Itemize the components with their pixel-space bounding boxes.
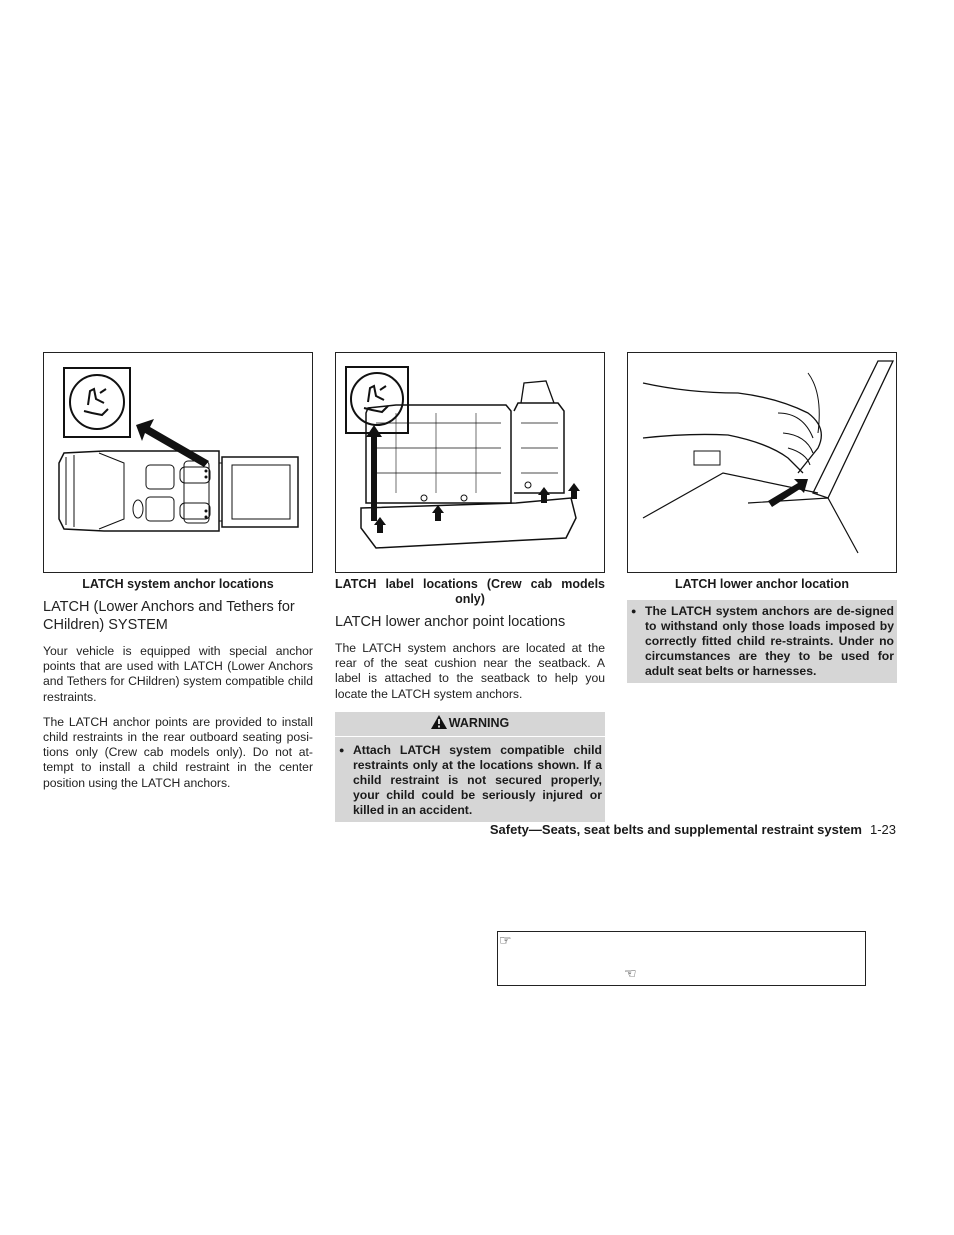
- warning-box: [335, 712, 605, 822]
- page-footer: [400, 822, 896, 838]
- figure-caption: LATCH label locations (Crew cab models only): [335, 577, 605, 606]
- warning-title: WARNING: [448, 715, 510, 730]
- page-number: 1-23: [869, 822, 896, 837]
- column-3: [627, 352, 897, 683]
- arrow-icon: [136, 419, 209, 467]
- pointing-hand-right-icon: ☞: [499, 932, 512, 948]
- warning-triangle-icon: [431, 715, 447, 733]
- paragraph: Your vehicle is equipped with special anchor points that are used with LATCH (Lower Anchors and Tethers for CHildren) system compatible child restraints.: [43, 644, 313, 704]
- rear-seat-illustration: [336, 353, 604, 572]
- paragraph: The LATCH anchor points are provided to install child restraints in the rear outboard seating posi-tions only (Crew cab models only). Do not at-tempt to install a child restraint in the center position using the LATCH anchors.: [43, 714, 313, 790]
- note-box: [627, 600, 897, 683]
- truck-top-view-illustration: [44, 353, 312, 572]
- figure-anchor-locations: [43, 352, 313, 573]
- hand-anchor-illustration: [628, 353, 896, 572]
- figure-label-locations: [335, 352, 605, 573]
- figure-lower-anchor: [627, 352, 897, 573]
- section-title: Safety—Seats, seat belts and supplemental restraint system: [489, 822, 862, 837]
- warning-header: [335, 715, 605, 737]
- figure-caption: LATCH lower anchor location: [674, 577, 850, 591]
- latch-label-icon: [64, 368, 130, 437]
- reference-box: [497, 931, 866, 986]
- section-heading: LATCH (Lower Anchors and Tethers for CHildren) SYSTEM: [43, 599, 295, 633]
- column-2: [335, 352, 605, 822]
- pointing-hand-left-icon: ☜: [624, 965, 637, 981]
- column-1: [43, 352, 313, 801]
- note-bullet: ● The LATCH system anchors are de-signed to withstand only those loads imposed by correctly fitted child re-straints. Under no circumstances are they to be used for adult seat belts or harnesses.: [630, 604, 894, 679]
- section-heading: LATCH lower anchor point locations: [335, 614, 566, 630]
- paragraph: The LATCH system anchors are located at the rear of the seat cushion near the seatback. A label is attached to the seatback to help you locate the LATCH system anchors.: [335, 641, 605, 701]
- warning-bullet: ● Attach LATCH system compatible child restraints only at the locations shown. If a child restraint is not secured properly, your child could be seriously injured or killed in an accident.: [338, 743, 602, 818]
- figure-caption: LATCH system anchor locations: [82, 577, 274, 591]
